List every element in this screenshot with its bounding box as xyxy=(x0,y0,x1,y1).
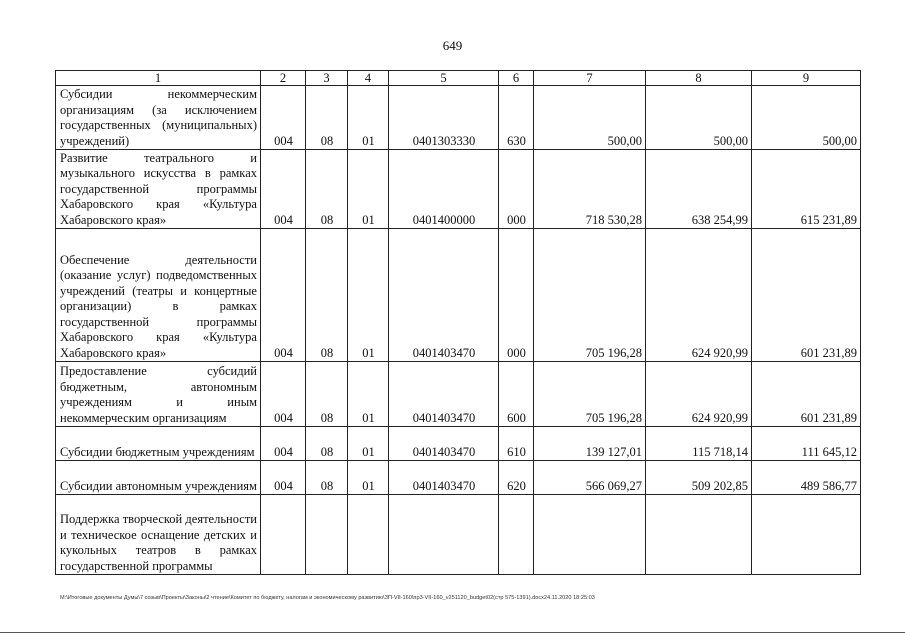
cell-section: 08 xyxy=(306,229,348,362)
cell-target-article: 0401400000 xyxy=(389,150,499,229)
cell-expense-type: 600 xyxy=(499,362,534,427)
cell-amount-2: 115 718,14 xyxy=(646,427,752,461)
cell-target-article: 0401303330 xyxy=(389,86,499,150)
cell-code: 004 xyxy=(261,427,306,461)
cell-target-article xyxy=(389,495,499,575)
table-row xyxy=(56,86,861,150)
cell-amount-2: 638 254,99 xyxy=(646,150,752,229)
row-name: Субсидии автономным учреждениям xyxy=(56,461,261,495)
cell-subsection xyxy=(348,495,389,575)
cell-code: 004 xyxy=(261,461,306,495)
cell-code: 004 xyxy=(261,86,306,150)
cell-expense-type: 000 xyxy=(499,229,534,362)
cell-amount-2: 509 202,85 xyxy=(646,461,752,495)
cell-code: 004 xyxy=(261,229,306,362)
column-header: 9 xyxy=(752,71,861,86)
cell-amount-3: 500,00 xyxy=(752,86,861,150)
cell-amount-1: 566 069,27 xyxy=(534,461,646,495)
cell-subsection: 01 xyxy=(348,86,389,150)
cell-amount-3: 111 645,12 xyxy=(752,427,861,461)
cell-subsection: 01 xyxy=(348,461,389,495)
cell-code: 004 xyxy=(261,150,306,229)
cell-target-article: 0401403470 xyxy=(389,427,499,461)
cell-code xyxy=(261,495,306,575)
cell-subsection: 01 xyxy=(348,427,389,461)
cell-expense-type: 620 xyxy=(499,461,534,495)
cell-section: 08 xyxy=(306,362,348,427)
cell-amount-1: 139 127,01 xyxy=(534,427,646,461)
cell-expense-type: 000 xyxy=(499,150,534,229)
row-name: Развитие театрального и музыкального искусства в рамках государственной программы Хабаровского края «Культура Хабаровского края» xyxy=(56,150,261,229)
cell-amount-2: 624 920,99 xyxy=(646,362,752,427)
table-row xyxy=(56,229,861,362)
page-number: 649 xyxy=(442,38,463,53)
cell-section: 08 xyxy=(306,461,348,495)
column-header: 4 xyxy=(348,71,389,86)
column-header: 2 xyxy=(261,71,306,86)
cell-amount-3: 601 231,89 xyxy=(752,229,861,362)
column-header: 5 xyxy=(389,71,499,86)
cell-subsection: 01 xyxy=(348,362,389,427)
cell-section: 08 xyxy=(306,86,348,150)
cell-amount-1 xyxy=(534,495,646,575)
page-bottom-divider xyxy=(0,632,905,633)
table-row xyxy=(56,150,861,229)
cell-section: 08 xyxy=(306,427,348,461)
column-header: 3 xyxy=(306,71,348,86)
footer-file-path: M:\Итоговые документы Думы\7 созыв\Проекты\Законы\2 чтение\Комитет по бюджету, налогам и экономическому развитию\ЗП-VII-160\пр3-VII-160_v251120_budget02(стр 575-1391).docx24.11.2020 18:25:03 xyxy=(60,595,595,601)
cell-subsection: 01 xyxy=(348,150,389,229)
cell-amount-2: 500,00 xyxy=(646,86,752,150)
cell-target-article: 0401403470 xyxy=(389,461,499,495)
table-row xyxy=(56,495,861,575)
cell-section: 08 xyxy=(306,150,348,229)
cell-target-article: 0401403470 xyxy=(389,362,499,427)
table-row xyxy=(56,427,861,461)
table-header-row xyxy=(56,71,861,86)
row-name: Поддержка творческой деятельности и техническое оснащение детских и кукольных театров в рамках государственной программы xyxy=(56,495,261,575)
cell-expense-type xyxy=(499,495,534,575)
column-header: 8 xyxy=(646,71,752,86)
column-header: 6 xyxy=(499,71,534,86)
cell-subsection: 01 xyxy=(348,229,389,362)
cell-code: 004 xyxy=(261,362,306,427)
cell-amount-1: 500,00 xyxy=(534,86,646,150)
cell-amount-1: 718 530,28 xyxy=(534,150,646,229)
table-row xyxy=(56,362,861,427)
cell-amount-3: 489 586,77 xyxy=(752,461,861,495)
cell-amount-1: 705 196,28 xyxy=(534,229,646,362)
row-name: Субсидии бюджетным учреждениям xyxy=(56,427,261,461)
row-name: Обеспечение деятельности (оказание услуг) подведомственных учреждений (театры и концертные организации) в рамках государственной программы Хабаровского края «Культура Хабаровского края» xyxy=(56,229,261,362)
row-name: Субсидии некоммерческим организациям (за исключением государственных (муниципальных) учреждений) xyxy=(56,86,261,150)
cell-amount-3 xyxy=(752,495,861,575)
column-header: 7 xyxy=(534,71,646,86)
cell-expense-type: 610 xyxy=(499,427,534,461)
budget-table xyxy=(55,70,861,575)
table-row xyxy=(56,461,861,495)
cell-amount-2: 624 920,99 xyxy=(646,229,752,362)
cell-section xyxy=(306,495,348,575)
column-header: 1 xyxy=(56,71,261,86)
cell-target-article: 0401403470 xyxy=(389,229,499,362)
cell-amount-1: 705 196,28 xyxy=(534,362,646,427)
row-name: Предоставление субсидий бюджетным, автономным учреждениям и иным некоммерческим организациям xyxy=(56,362,261,427)
cell-amount-3: 615 231,89 xyxy=(752,150,861,229)
cell-amount-3: 601 231,89 xyxy=(752,362,861,427)
cell-expense-type: 630 xyxy=(499,86,534,150)
cell-amount-2 xyxy=(646,495,752,575)
